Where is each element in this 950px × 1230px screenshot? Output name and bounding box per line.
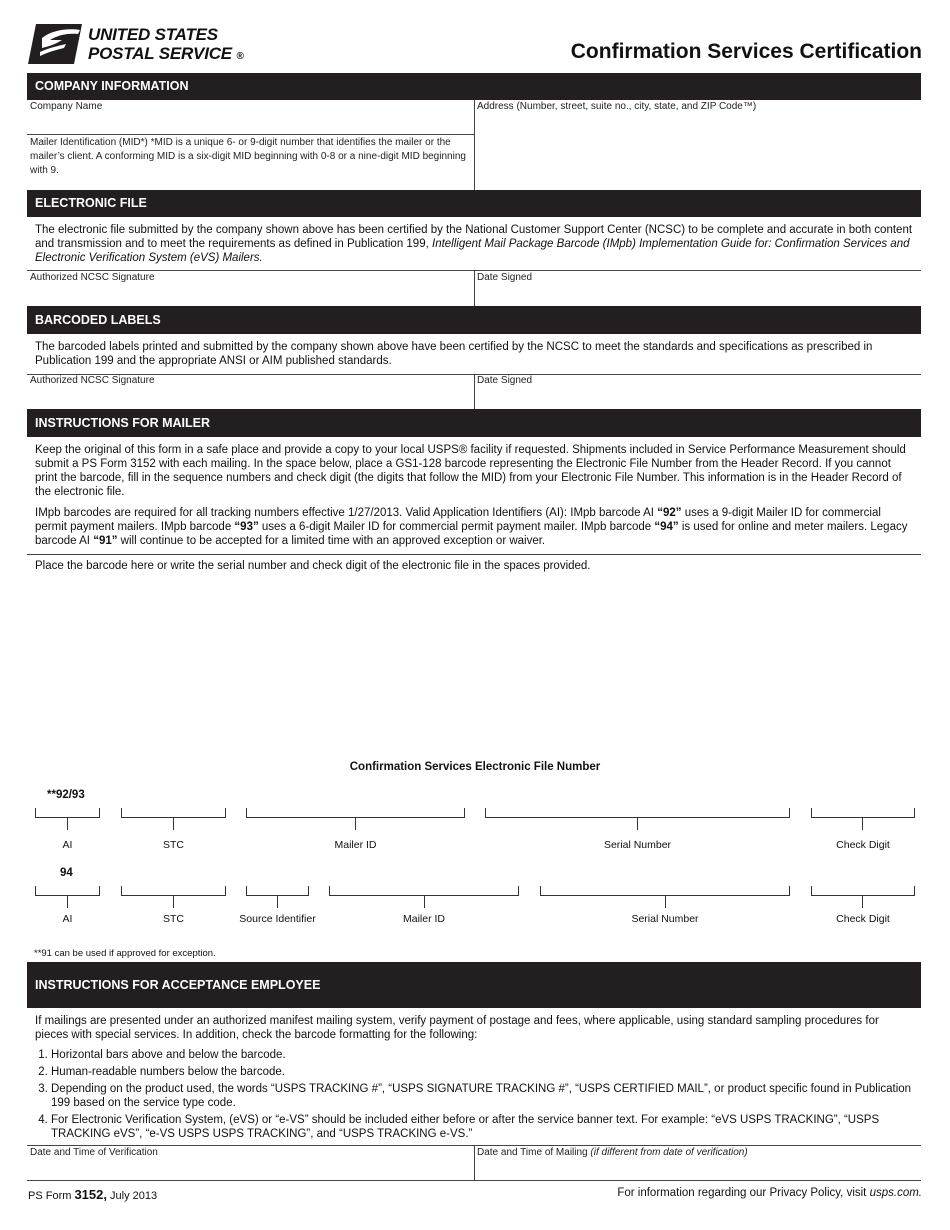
mailer-id-field-1[interactable] [246,808,465,818]
seg-label: Serial Number [631,913,699,925]
acceptance-instructions-bar: INSTRUCTIONS FOR ACCEPTANCE EMPLOYEE [27,962,921,1008]
date-signed-label-2: Date Signed [477,375,533,386]
privacy-note: For information regarding our Privacy Policy, visit usps.com. [617,1187,922,1199]
seg-label: Check Digit [836,839,890,851]
mid-label: Mailer Identification (MID*) *MID is a unique 6- or 9-digit number that identifies the mailer or the mailer’s client. A conforming MID is a six-digit MID beginning with 0-8 or a nine-digit MID beginning with 9. [30,137,466,176]
divider [27,1180,921,1181]
tick [173,896,174,908]
mailer-instructions-bar: INSTRUCTIONS FOR MAILER [27,409,921,437]
date-signed-label: Date Signed [477,272,533,283]
tick [277,896,278,908]
divider [27,554,921,555]
serial-number-field-1[interactable] [485,808,790,818]
address-label: Address (Number, street, suite no., city, state, and ZIP Code™) [477,101,757,112]
ncsc-signature-field[interactable] [28,284,472,304]
divider [474,270,475,306]
page-title: Confirmation Services Certification [570,40,922,63]
tick [862,818,863,830]
divider [27,134,474,135]
barcode-area[interactable] [35,580,915,750]
privacy-link[interactable]: usps.com. [869,1187,922,1199]
barcode-placement-text: Place the barcode here or write the serial number and check digit of the electronic file in the spaces provided. [35,560,591,572]
ncsc-signature-field-2[interactable] [28,387,472,407]
ai-field-2[interactable] [35,886,100,896]
tick [665,896,666,908]
acceptance-intro: If mailings are presented under an authorized manifest mailing system, verify payment of postage and fees, where applicable, using standard sampling procedures for pieces with special services. In addition, check the barcode formatting for the following: [35,1015,879,1041]
logo-line2: POSTAL SERVICE [88,44,232,63]
barcoded-labels-bar: BARCODED LABELS [27,306,921,334]
list-item: 1. Horizontal bars above and below the barcode. [51,1048,913,1062]
tick [173,818,174,830]
list-item: 3. Depending on the product used, the words “USPS TRACKING #”, “USPS SIGNATURE TRACKING #”, “USPS CERTIFIED MAIL”, or product specific found in Publication 199 based on the service type code. [51,1082,913,1110]
verification-datetime-field[interactable] [28,1159,472,1179]
tick [862,896,863,908]
seg-label: Check Digit [836,913,890,925]
serial-number-field-2[interactable] [540,886,790,896]
tick [424,896,425,908]
logo-line1: UNITED STATES [88,25,218,44]
divider [474,100,475,190]
acceptance-list [35,1048,913,1144]
footnote: **91 can be used if approved for exception. [34,948,216,959]
divider [474,1145,475,1180]
logo-reg: ® [236,51,244,62]
barcoded-labels-text: The barcoded labels printed and submitted by the company shown above have been certified by the NCSC to meet the standards and specifications as prescribed in Publication 199 and the appropriate ANSI or AIM published standards. [35,341,873,367]
seg-label: Mailer ID [402,913,445,925]
tick [67,896,68,908]
tick [355,818,356,830]
ai-field-1[interactable] [35,808,100,818]
mailer-instructions-p1: Keep the original of this form in a safe place and provide a copy to your local USPS® facility if requested. Shipments included in Service Performance Measurement should submit a PS Form 3152 with each mailing. In the space below, place a GS1-128 barcode representing the Electronic File Number from the Header Record. If you cannot print the barcode, fill in the sequence numbers and check digit (the digits that follow the MID) from your Electronic File Number. This information is in the Header Record of the electronic file. [35,444,906,498]
seg-label: Serial Number [603,839,672,851]
electronic-file-text: The electronic file submitted by the company shown above has been certified by the National Customer Support Center (NCSC) to be complete and accurate in both content and transmission and to meet the requirements as defined in Publication 199, Intelligent Mail Package Barcode (IMpb) Implementation Guide for: Confirmation Services and Electronic Verification System (eVS) Mailers. [35,224,913,264]
company-name-field[interactable] [27,112,473,134]
list-item: 4. For Electronic Verification System, (eVS) or “e-VS” should be included either before or after the service banner text. For example: “eVS USPS TRACKING”, “USPS TRACKING eVS”, “e-VS USPS USPS TRACKING”, and “USPS TRACKING e-VS.” [51,1113,913,1141]
company-info-bar: COMPANY INFORMATION [27,73,921,100]
ncsc-signature-label-2: Authorized NCSC Signature [30,375,155,386]
mailing-datetime-field[interactable] [476,1159,920,1179]
mailer-instructions-p2: IMpb barcodes are required for all tracking numbers effective 1/27/2013. Valid Application Identifiers (AI): IMpb barcode AI “92” uses a 9-digit Mailer ID for commercial permit payment mailers. IMpb barcode “93” uses a 6-digit Mailer ID for commercial permit payment mailer. IMpb barcode “94” is used for online and meter mailers. Legacy barcode AI “91” will continue to be accepted for a limited time with an approved exception or waiver. [35,507,908,547]
seg-label: Source Identifier [239,913,316,925]
tick [637,818,638,830]
tick [67,818,68,830]
seg-label: Mailer ID [334,839,377,851]
ncsc-signature-label: Authorized NCSC Signature [30,272,155,283]
check-digit-field-1[interactable] [811,808,915,818]
list-item: 2. Human-readable numbers below the barcode. [51,1065,913,1079]
seg-label: AI [62,839,73,851]
seg-label: STC [163,913,184,925]
mailing-datetime-label: Date and Time of Mailing (if different from date of verification) [477,1147,748,1158]
row2-prefix: 94 [60,867,73,879]
row1-prefix: **92/93 [47,789,85,801]
address-field[interactable] [476,113,920,189]
file-number-title: Confirmation Services Electronic File Number [349,761,601,773]
stc-field-2[interactable] [121,886,226,896]
divider [474,374,475,409]
seg-label: AI [62,913,73,925]
date-signed-field[interactable] [476,284,920,304]
source-identifier-field[interactable] [246,886,309,896]
electronic-file-bar: ELECTRONIC FILE [27,190,921,217]
usps-logo [28,22,258,68]
mailer-id-field-2[interactable] [329,886,519,896]
check-digit-field-2[interactable] [811,886,915,896]
form-id: PS Form 3152, July 2013 [28,1187,158,1202]
date-signed-field-2[interactable] [476,387,920,407]
eagle-icon [28,22,84,66]
company-name-label: Company Name [30,101,103,112]
verification-datetime-label: Date and Time of Verification [30,1147,158,1158]
seg-label: STC [163,839,184,851]
stc-field-1[interactable] [121,808,226,818]
